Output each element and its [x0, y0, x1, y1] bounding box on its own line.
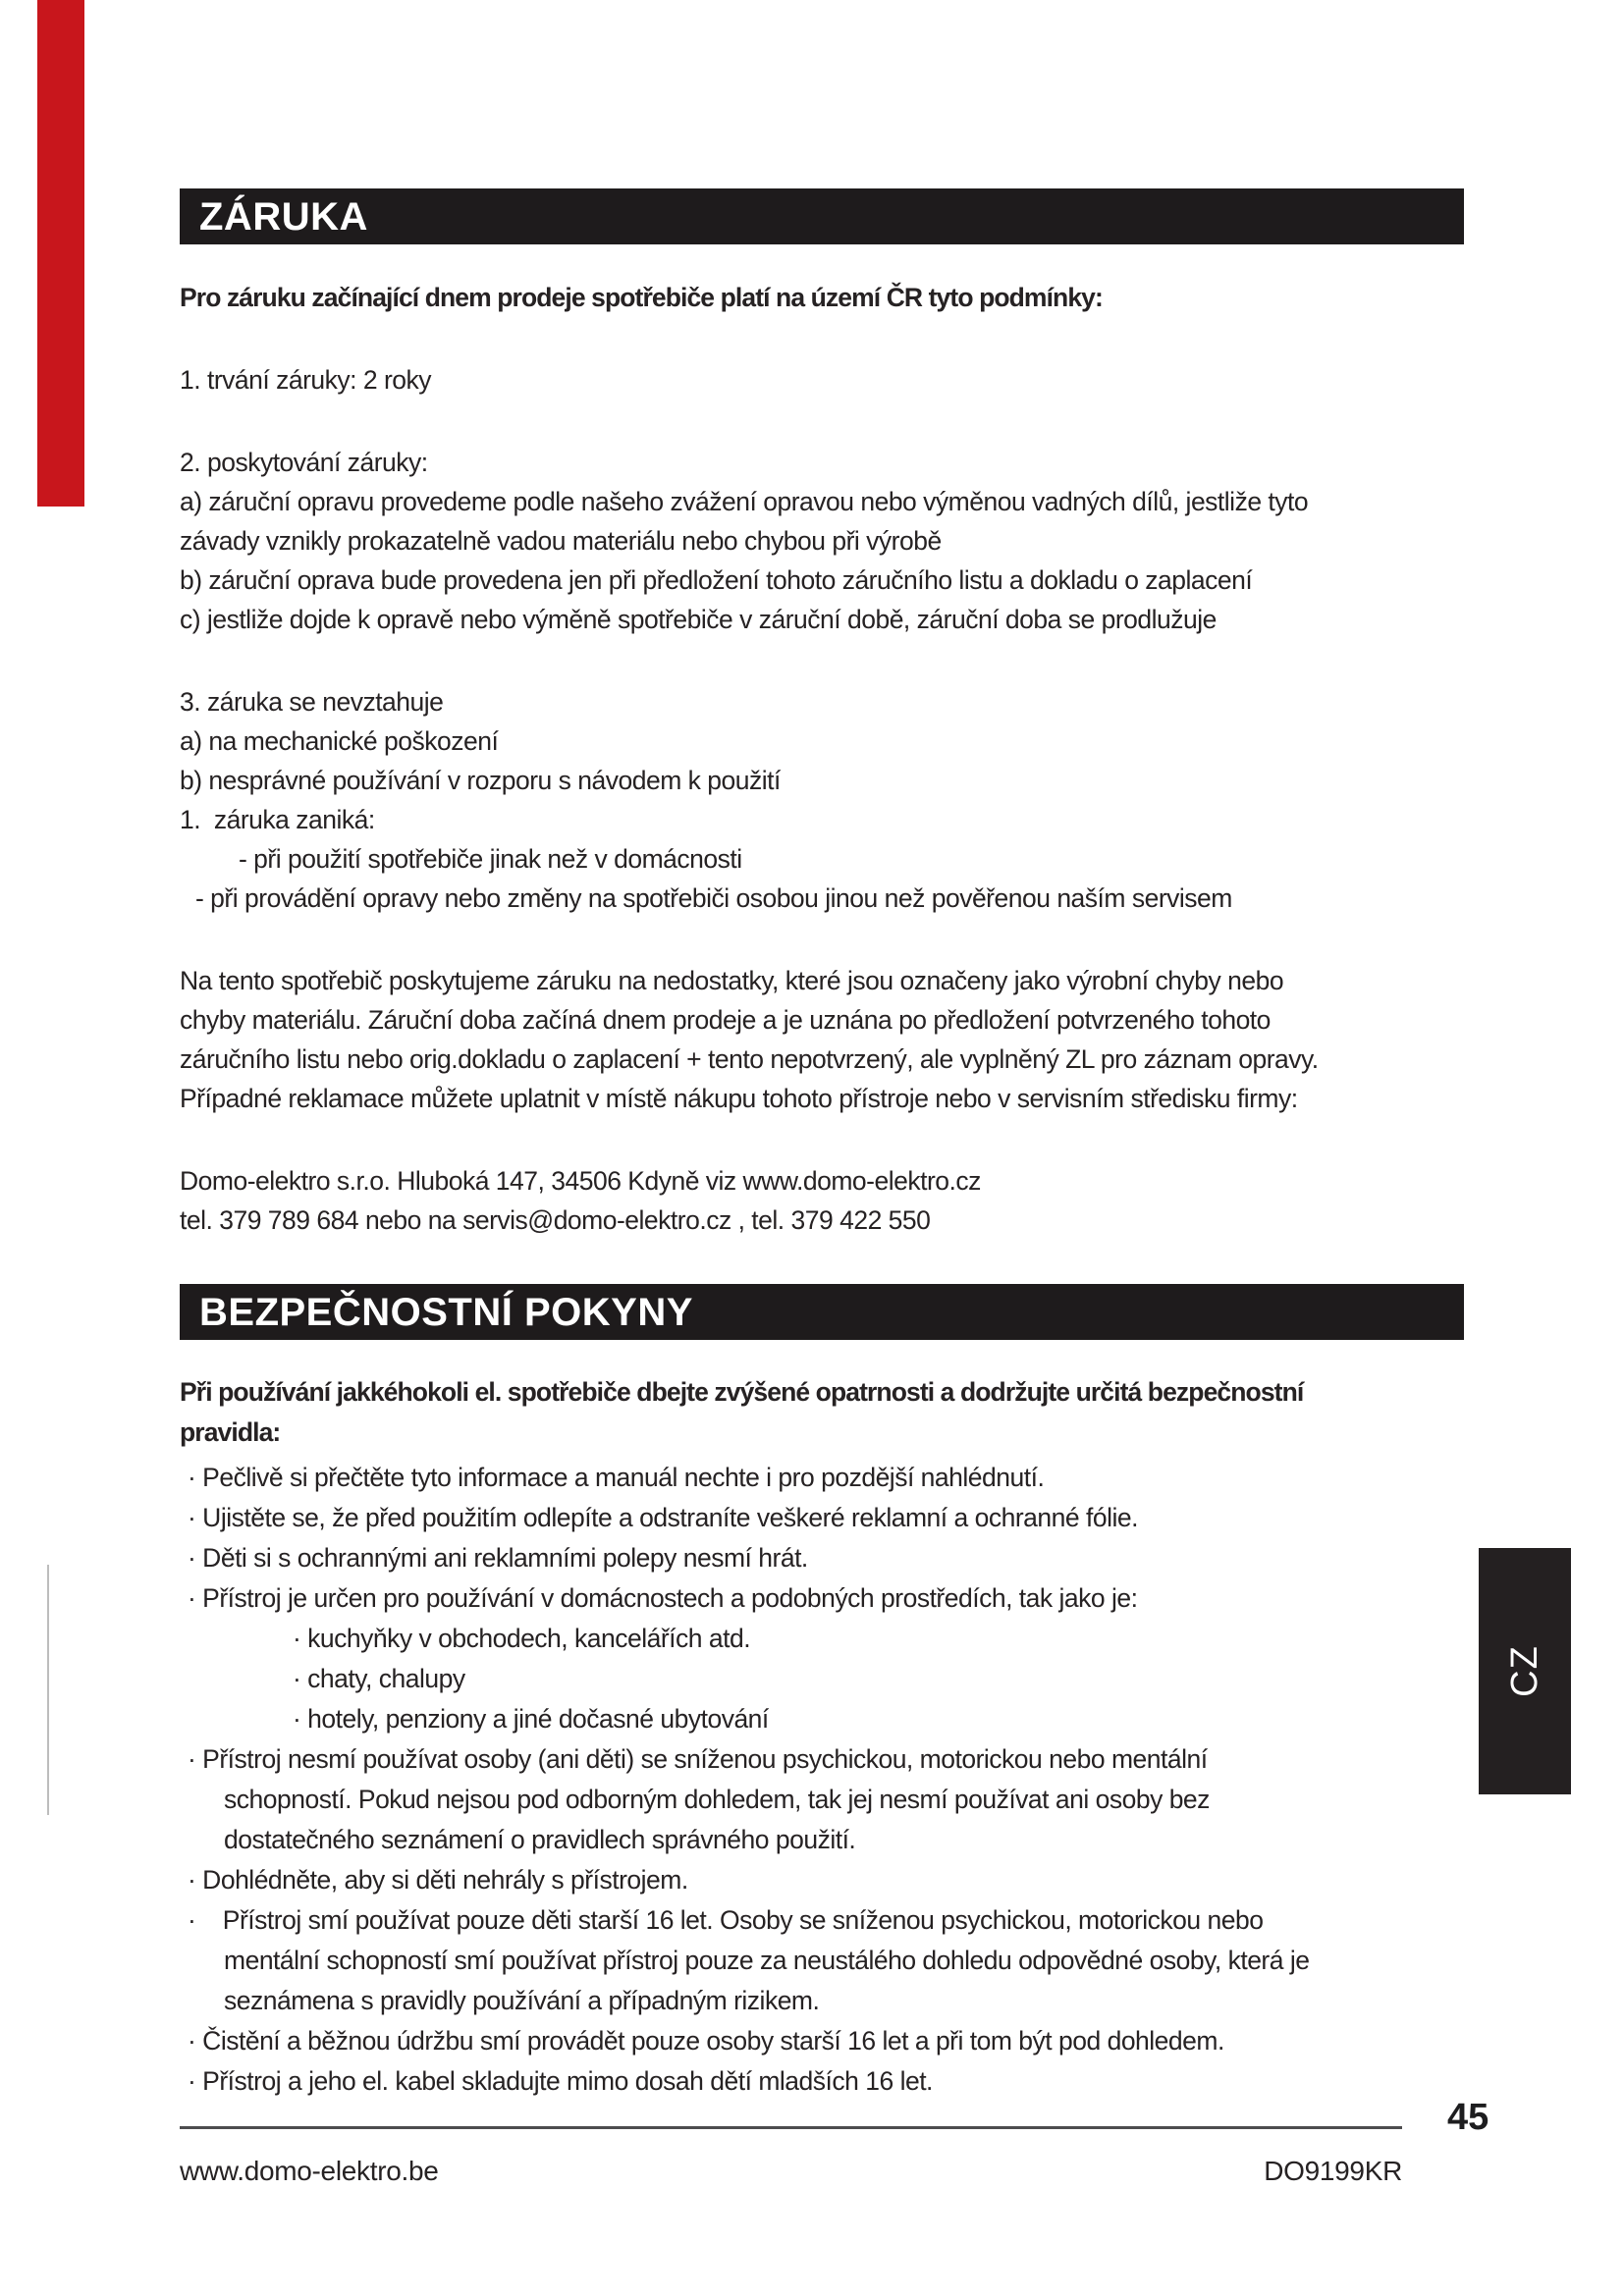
text-line: · hotely, penziony a jiné dočasné ubytování: [293, 1704, 769, 1734]
text-line: Na tento spotřebič poskytujeme záruku na nedostatky, které jsou označeny jako výrobní chyby nebo: [180, 966, 1284, 995]
text-line: 2. poskytování záruky:: [180, 448, 428, 477]
text-line: schopností. Pokud nejsou pod odborným dohledem, tak jej nesmí používat ani osoby bez: [224, 1785, 1210, 1814]
text-block: [180, 1458, 1486, 2102]
text-line: · Přístroj a jeho el. kabel skladujte mimo dosah dětí mladších 16 let.: [188, 2066, 933, 2096]
footer-website: www.domo-elektro.be: [180, 2156, 439, 2186]
text-block: [180, 360, 1486, 400]
text-line: - při provádění opravy nebo změny na spotřebiči osobou jinou než pověřenou naším servisem: [195, 883, 1232, 913]
left-margin-line: [47, 1565, 49, 1815]
footer: [180, 2156, 1402, 2187]
text-block: [180, 1161, 1486, 1240]
text-line: Domo-elektro s.r.o. Hluboká 147, 34506 Kdyně viz www.domo-elektro.cz: [180, 1166, 981, 1196]
text-line: seznámena s pravidly používání a případným rizikem.: [224, 1986, 820, 2015]
text-line: · Čistění a běžnou údržbu smí provádět pouze osoby starší 16 let a při tom být pod dohledem.: [188, 2026, 1224, 2056]
language-tab-cz: [1479, 1548, 1571, 1794]
text-line: c) jestliže dojde k opravě nebo výměně spotřebiče v záruční době, záruční doba se prodlužuje: [180, 605, 1217, 634]
footer-rule: [180, 2126, 1402, 2129]
language-tab-label: CZ: [1503, 1645, 1545, 1697]
text-line: a) na mechanické poškození: [180, 726, 499, 756]
text-line: tel. 379 789 684 nebo na servis@domo-elektro.cz , tel. 379 422 550: [180, 1205, 931, 1235]
text-line: závady vznikly prokazatelně vadou materiálu nebo chybou při výrobě: [180, 526, 942, 556]
text-line: · Dohlédněte, aby si děti nehrály s přístrojem.: [188, 1865, 688, 1895]
text-line: pravidla:: [180, 1417, 281, 1447]
footer-model-number: DO9199KR: [1264, 2156, 1402, 2186]
text-line: 1. trvání záruky: 2 roky: [180, 365, 432, 395]
text-line: mentální schopností smí používat přístroj pouze za neustálého dohledu odpovědné osoby, která je: [224, 1946, 1310, 1975]
page-number: 45: [1447, 2097, 1489, 2138]
safety-text-column: [180, 1372, 1486, 2102]
text-line: a) záruční opravu provedeme podle našeho zvážení opravou nebo výměnou vadných dílů, jestliže tyto: [180, 487, 1309, 516]
text-block: [180, 278, 1486, 317]
section-header-bezpecnostni-pokyny: BEZPEČNOSTNÍ POKYNY: [180, 1284, 1464, 1340]
text-block: [180, 682, 1486, 918]
text-line: Při používání jakkéhokoli el. spotřebiče dbejte zvýšené opatrnosti a dodržujte určitá bezpečnostní: [180, 1377, 1304, 1407]
text-block: [180, 961, 1486, 1118]
red-edge-bar: [37, 0, 84, 507]
text-line: dostatečného seznámení o pravidlech správného použití.: [224, 1825, 856, 1854]
text-line: - při použití spotřebiče jinak než v domácnosti: [239, 844, 742, 874]
text-line: · Děti si s ochrannými ani reklamními polepy nesmí hrát.: [188, 1543, 808, 1573]
text-line: · Přístroj je určen pro používání v domácnostech a podobných prostředích, tak jako je:: [188, 1583, 1138, 1613]
text-line: b) záruční oprava bude provedena jen při předložení tohoto záručního listu a dokladu o zaplacení: [180, 565, 1253, 595]
text-line: 3. záruka se nevztahuje: [180, 687, 444, 717]
text-line: chyby materiálu. Záruční doba začíná dnem prodeje a je uznána po předložení potvrzeného tohoto: [180, 1005, 1271, 1035]
text-line: · Pečlivě si přečtěte tyto informace a manuál nechte i pro pozdější nahlédnutí.: [188, 1463, 1045, 1492]
text-line: · Přístroj smí používat pouze děti starší 16 let. Osoby se sníženou psychickou, motorickou nebo: [188, 1905, 1264, 1935]
text-line: 1. záruka zaniká:: [180, 805, 375, 834]
text-line: Pro záruku začínající dnem prodeje spotřebiče platí na území ČR tyto podmínky:: [180, 283, 1103, 312]
warranty-text-column: [180, 278, 1486, 1240]
text-line: · chaty, chalupy: [293, 1664, 465, 1693]
text-line: · Přístroj nesmí používat osoby (ani děti) se sníženou psychickou, motorickou nebo mentální: [188, 1744, 1208, 1774]
text-line: · Ujistěte se, že před použitím odlepíte a odstraníte veškeré reklamní a ochranné fólie.: [188, 1503, 1138, 1532]
text-block: [180, 1372, 1486, 1453]
text-line: b) nesprávné používání v rozporu s návodem k použití: [180, 766, 781, 795]
text-line: Případné reklamace můžete uplatnit v místě nákupu tohoto přístroje nebo v servisním středisku firmy:: [180, 1084, 1298, 1113]
text-line: · kuchyňky v obchodech, kancelářích atd.: [293, 1624, 751, 1653]
text-line: záručního listu nebo orig.dokladu o zaplacení + tento nepotvrzený, ale vyplněný ZL pro záznam opravy.: [180, 1044, 1319, 1074]
text-block: [180, 443, 1486, 639]
section-header-zaruka: ZÁRUKA: [180, 188, 1464, 244]
